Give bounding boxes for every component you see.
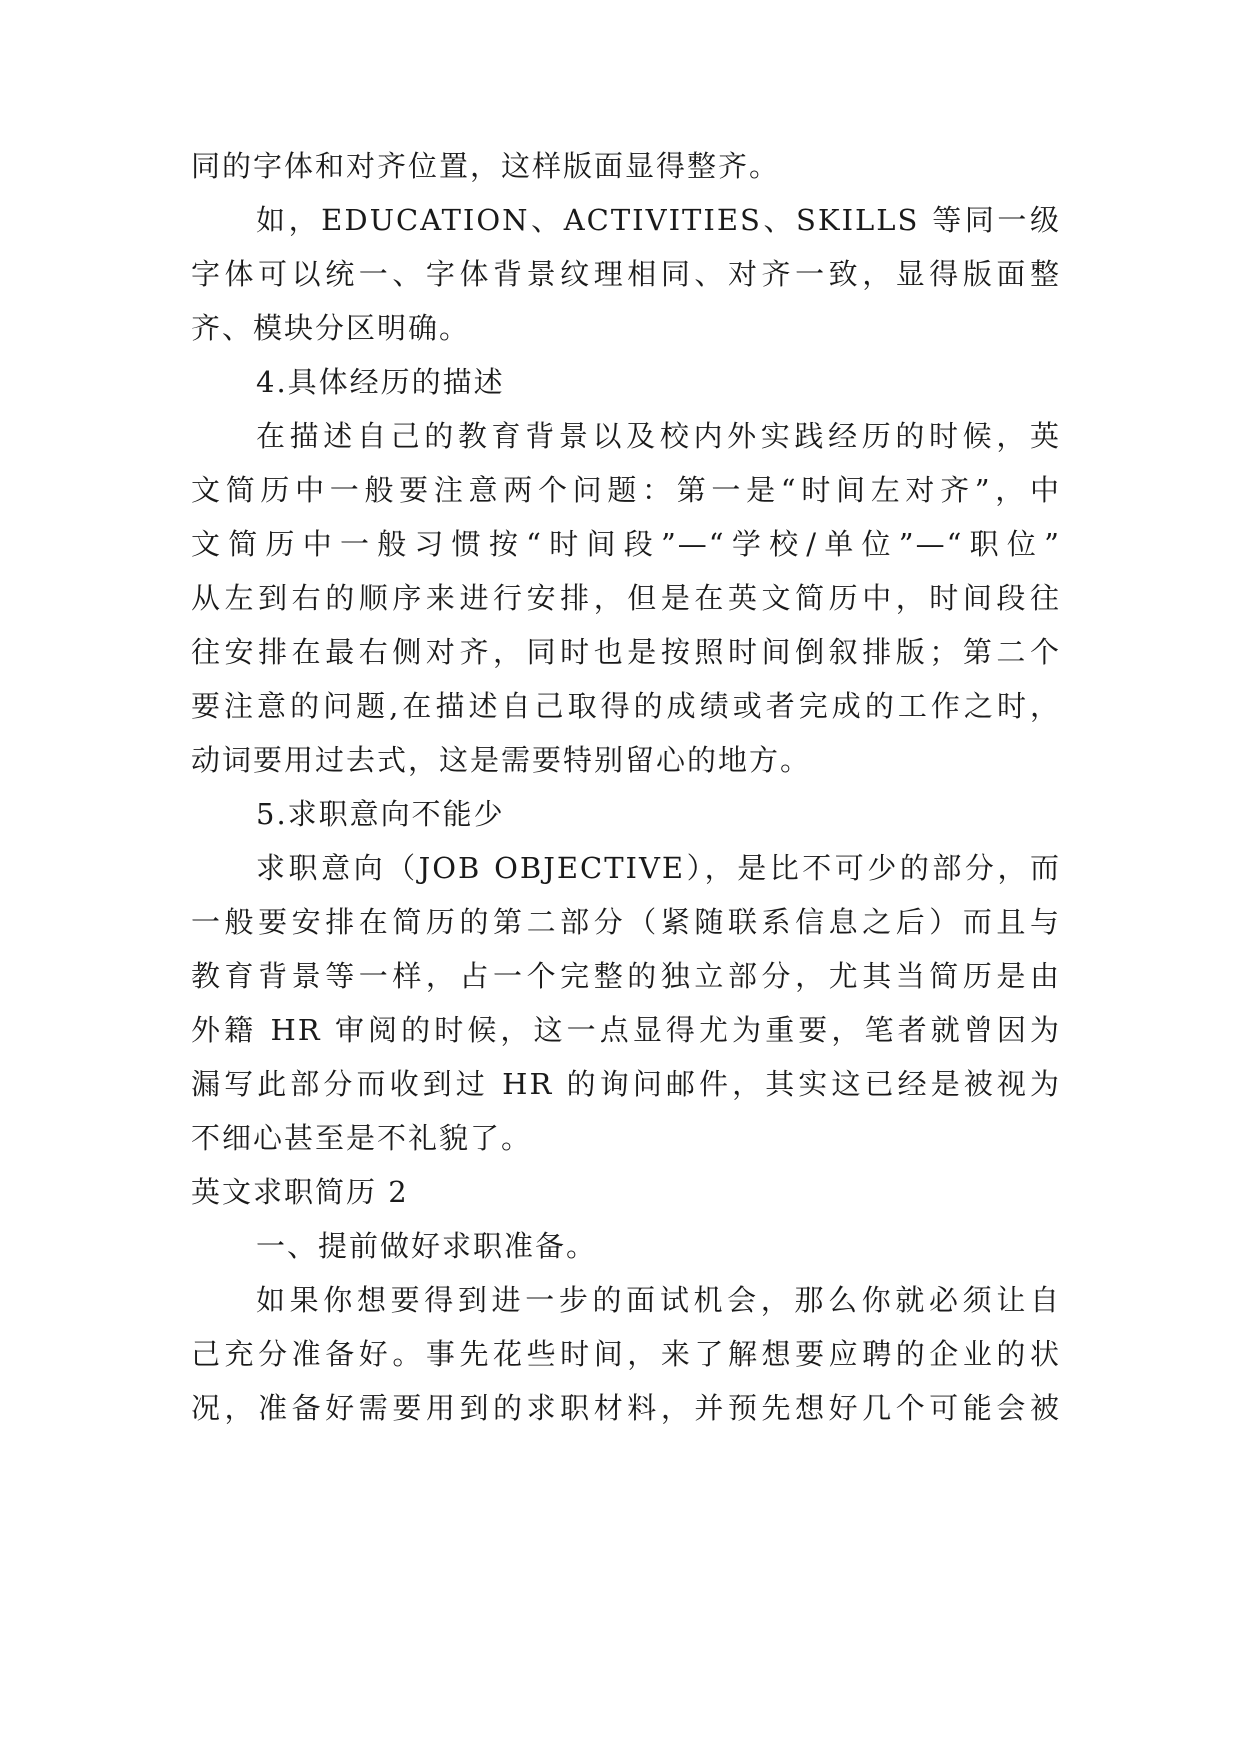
text-line: 一般要安排在简历的第二部分（紧随联系信息之后）而且与 — [191, 905, 1061, 939]
text-line: 在描述自己的教育背景以及校内外实践经历的时候，英 — [256, 419, 1061, 453]
section-heading: 5.求职意向不能少 — [256, 797, 505, 831]
text-line: 如，EDUCATION、ACTIVITIES、SKILLS 等同一级 — [256, 203, 1061, 237]
text-line: 往安排在最右侧对齐，同时也是按照时间倒叙排版；第二个 — [191, 635, 1061, 669]
text-line: 不细心甚至是不礼貌了。 — [191, 1121, 533, 1155]
section-heading: 4.具体经历的描述 — [256, 365, 505, 399]
text-line: 齐、模块分区明确。 — [191, 311, 471, 345]
text-line: 漏写此部分而收到过 HR 的询问邮件，其实这已经是被视为 — [191, 1067, 1061, 1101]
text-line: 外籍 HR 审阅的时候，这一点显得尤为重要，笔者就曾因为 — [191, 1013, 1061, 1047]
text-line: 如果你想要得到进一步的面试机会，那么你就必须让自 — [256, 1283, 1061, 1317]
text-line: 教育背景等一样，占一个完整的独立部分，尤其当简历是由 — [191, 959, 1061, 993]
text-line: 己充分准备好。事先花些时间，来了解想要应聘的企业的状 — [191, 1337, 1061, 1371]
text-line: 字体可以统一、字体背景纹理相同、对齐一致，显得版面整 — [191, 257, 1061, 291]
document-title: 英文求职简历 2 — [191, 1175, 409, 1209]
section-heading: 一、提前做好求职准备。 — [256, 1229, 598, 1263]
text-line: 文简历中一般习惯按“时间段”—“学校/单位”—“职位” — [191, 527, 1061, 561]
text-line: 要注意的问题,在描述自己取得的成绩或者完成的工作之时， — [191, 689, 1061, 723]
text-line: 动词要用过去式，这是需要特别留心的地方。 — [191, 743, 812, 777]
text-line: 求职意向（JOB OBJECTIVE），是比不可少的部分，而 — [256, 851, 1061, 885]
text-line: 从左到右的顺序来进行安排，但是在英文简历中，时间段往 — [191, 581, 1061, 615]
text-line: 同的字体和对齐位置，这样版面显得整齐。 — [191, 149, 781, 183]
text-line: 况，准备好需要用到的求职材料，并预先想好几个可能会被 — [191, 1391, 1061, 1425]
text-line: 文简历中一般要注意两个问题：第一是“时间左对齐”，中 — [191, 473, 1061, 507]
